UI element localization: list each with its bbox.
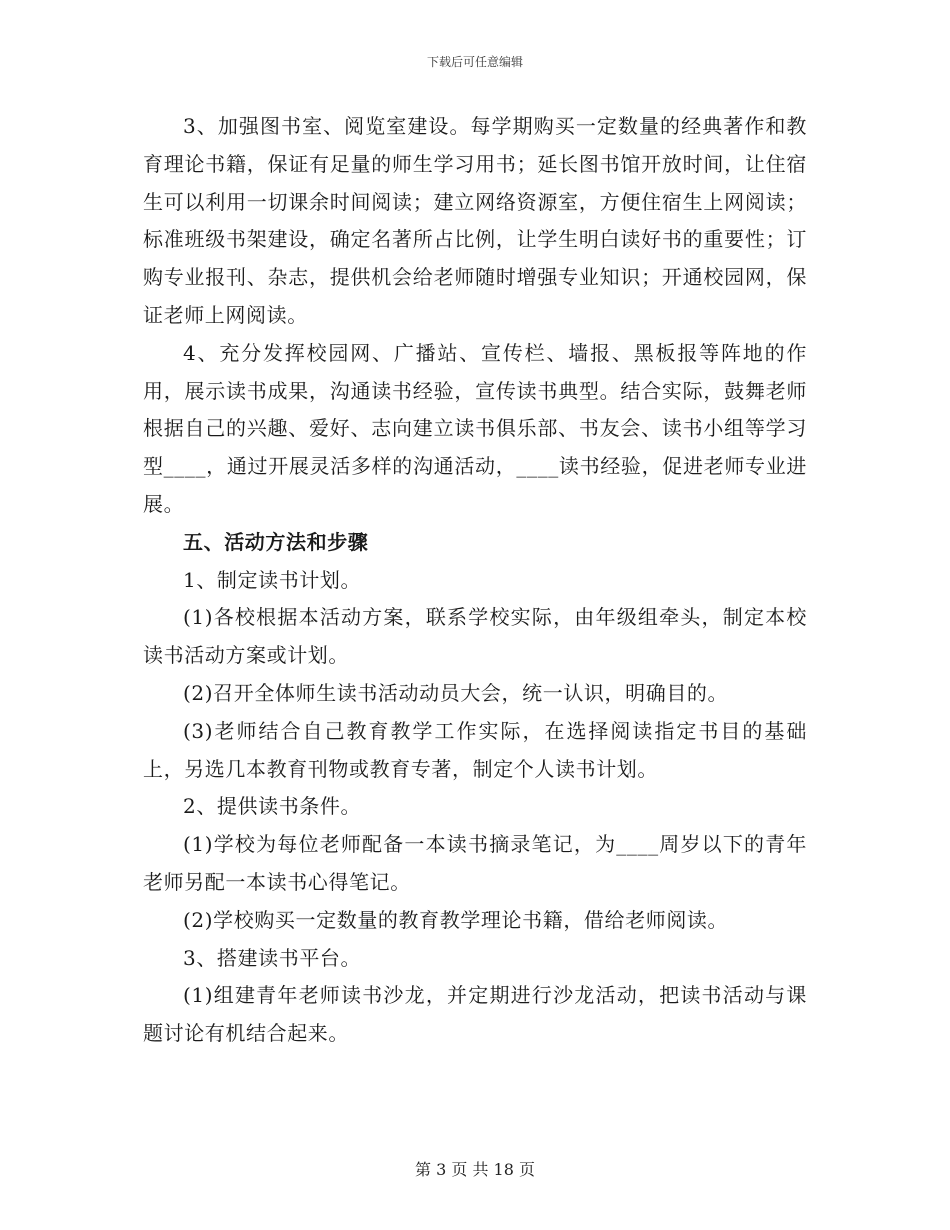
section-heading-activity-steps: 五、活动方法和步骤 (183, 529, 369, 554)
paragraph-step-1-item-2: (2)召开全体师生读书活动动员大会，统一认识，明确目的。 (183, 680, 729, 705)
paragraph-step-1-item-3: (3)老师结合自己教育教学工作实际，在选择阅读指定书目的基础上，另选几本教育刊物或教育专著，制定个人读书计划。 (143, 718, 807, 781)
paragraph-campus-media: 4、充分发挥校园网、广播站、宣传栏、墙报、黑板报等阵地的作用，展示读书成果，沟通读书经验，宣传读书典型。结合实际，鼓舞老师根据自己的兴趣、爱好、志向建立读书俱乐部、书友会、读书小组等学习型____，通过开展灵活多样的沟通活动，____读书经验，促进老师专业进展。 (143, 340, 807, 516)
document-body (143, 108, 807, 1053)
paragraph-library-construction: 3、加强图书室、阅览室建设。每学期购买一定数量的经典著作和教育理论书籍，保证有足量的师生学习用书；延长图书馆开放时间，让住宿生可以利用一切课余时间阅读；建立网络资源室，方便住宿生上网阅读；标准班级书架建设，确定名著所占比例，让学生明白读好书的重要性；订购专业报刊、杂志，提供机会给老师随时增强专业知识；开通校园网，保证老师上网阅读。 (143, 114, 807, 327)
paragraph-step-1-title: 1、制定读书计划。 (183, 567, 362, 592)
paragraph-step-2-item-1: (1)学校为每位老师配备一本读书摘录笔记，为____周岁以下的青年老师另配一本读书心得笔记。 (143, 832, 807, 894)
paragraph-step-3-item-1: (1)组建青年老师读书沙龙，并定期进行沙龙活动，把读书活动与课题讨论有机结合起来。 (143, 983, 807, 1046)
paragraph-step-3-title: 3、搭建读书平台。 (183, 945, 362, 970)
page-header: 下载后可任意编辑 (426, 55, 523, 69)
paragraph-step-1-item-1: (1)各校根据本活动方案，联系学校实际，由年级组牵头，制定本校读书活动方案或计划。 (143, 605, 807, 668)
paragraph-step-2-title: 2、提供读书条件。 (183, 794, 362, 819)
paragraph-step-2-item-2: (2)学校购买一定数量的教育教学理论书籍，借给老师阅读。 (183, 907, 729, 932)
page-footer: 第 3 页 共 18 页 (415, 1160, 535, 1179)
